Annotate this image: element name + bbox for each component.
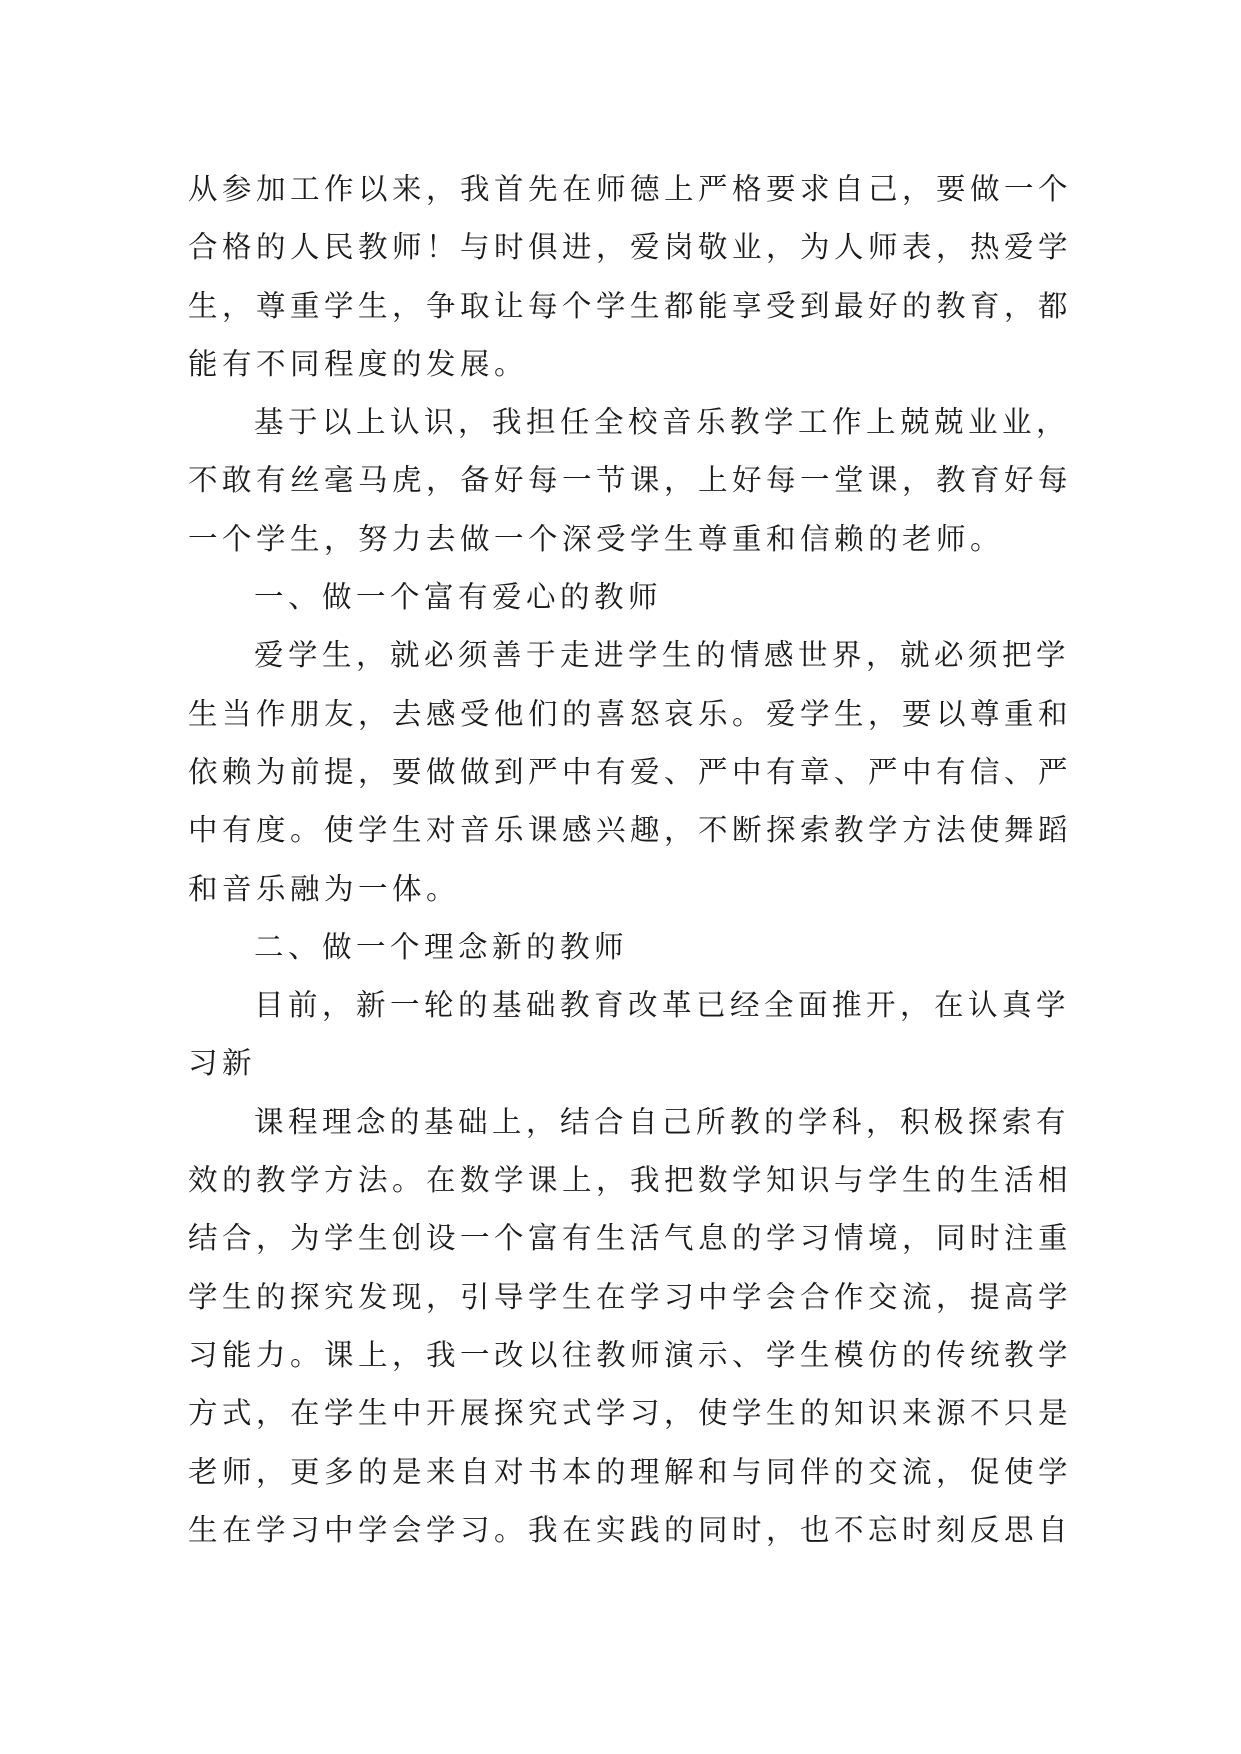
document-body (188, 160, 1073, 1559)
text-line: 依赖为前提，要做做到严中有爱、严中有章、严中有信、严 (188, 754, 1073, 789)
text-line: 老师，更多的是来自对书本的理解和与同伴的交流，促使学 (188, 1454, 1073, 1489)
text-line: 生，尊重学生，争取让每个学生都能享受到最好的教育，都 (188, 288, 1073, 323)
text-line: 生在学习中学会学习。我在实践的同时，也不忘时刻反思自 (188, 1512, 1073, 1547)
text-line: 目前，新一轮的基础教育改革已经全面推开，在认真学 (254, 988, 1071, 1023)
text-line: 课程理念的基础上，结合自己所教的学科，积极探索有 (254, 1104, 1071, 1139)
text-line: 合格的人民教师！与时俱进，爱岗敬业，为人师表，热爱学 (188, 230, 1073, 265)
text-line: 不敢有丝毫马虎，备好每一节课，上好每一堂课，教育好每 (188, 463, 1073, 498)
text-line: 中有度。使学生对音乐课感兴趣，不断探索教学方法使舞蹈 (188, 813, 1073, 848)
text-line: 习能力。课上，我一改以往教师演示、学生模仿的传统教学 (188, 1337, 1073, 1372)
text-line: 基于以上认识，我担任全校音乐教学工作上兢兢业业， (254, 405, 1071, 440)
text-line: 一个学生，努力去做一个深受学生尊重和信赖的老师。 (188, 521, 1005, 556)
text-line: 结合，为学生创设一个富有生活气息的学习情境，同时注重 (188, 1221, 1073, 1256)
text-line: 学生的探究发现，引导学生在学习中学会合作交流，提高学 (188, 1279, 1073, 1314)
text-line: 效的教学方法。在数学课上，我把数学知识与学生的生活相 (188, 1163, 1073, 1198)
text-line: 习新 (188, 1046, 257, 1081)
text-line: 能有不同程度的发展。 (188, 346, 529, 381)
text-line: 一、做一个富有爱心的教师 (254, 580, 663, 615)
text-line: 生当作朋友，去感受他们的喜怒哀乐。爱学生，要以尊重和 (188, 696, 1073, 731)
text-line: 和音乐融为一体。 (188, 871, 461, 906)
text-line: 从参加工作以来，我首先在师德上严格要求自己，要做一个 (188, 172, 1073, 206)
text-line: 二、做一个理念新的教师 (254, 929, 629, 964)
text-line: 方式，在学生中开展探究式学习，使学生的知识来源不只是 (188, 1396, 1073, 1431)
text-line: 爱学生，就必须善于走进学生的情感世界，就必须把学 (254, 638, 1071, 673)
